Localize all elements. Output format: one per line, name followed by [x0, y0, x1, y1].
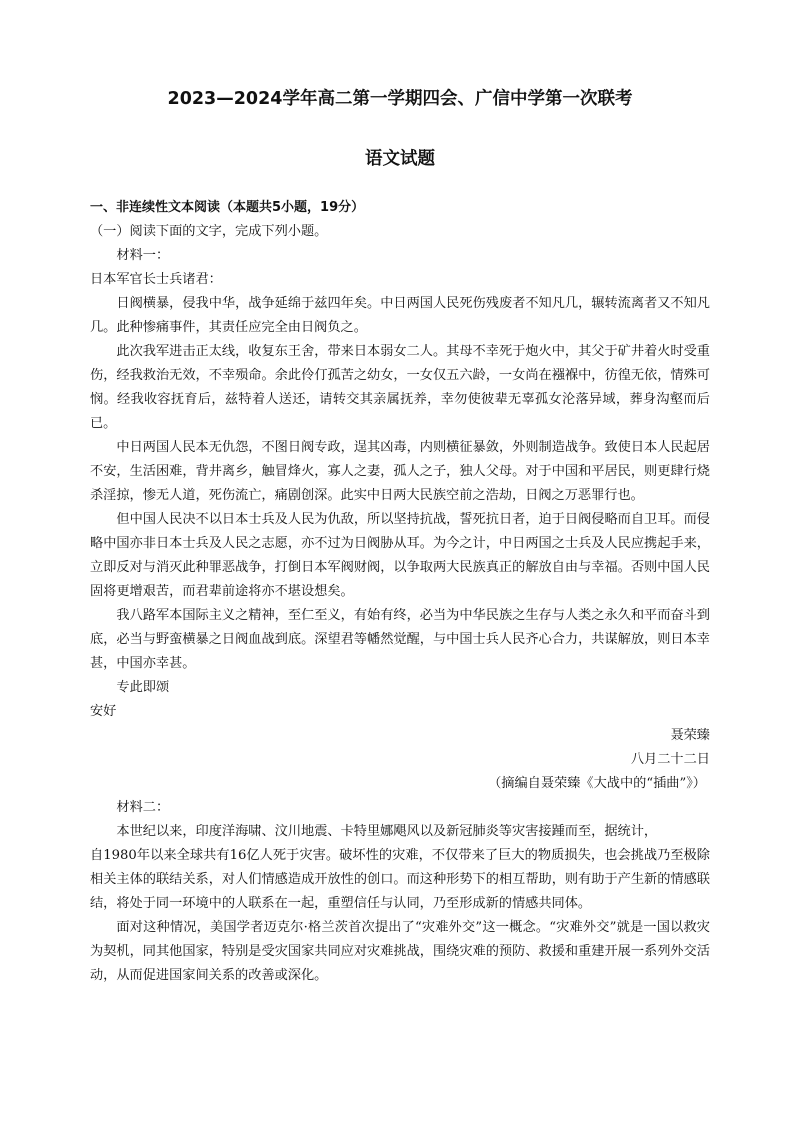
letter-paragraph: 我八路军本国际主义之精神，至仁至义，有始有终，必当为中华民族之生存与人类之永久和平而奋斗到底，必当与野蛮横暴之日阀血战到底。深望君等幡然觉醒，与中国士兵人民齐心合力，共谋解放，则日本幸甚，中国亦幸甚。	[90, 608, 710, 671]
letter-signature: 聂荣臻	[670, 728, 710, 743]
material1-label: 材料一：	[116, 248, 170, 263]
exam-subtitle: 语文试题	[365, 149, 435, 169]
letter-date: 八月二十二日	[630, 752, 710, 767]
material2-paragraph: 本世纪以来，印度洋海啸、汶川地震、卡特里娜飓风以及新冠肺炎等灾害接踵而至，据统计，	[116, 824, 658, 839]
material2-label: 材料二：	[116, 800, 170, 815]
exam-title: 2023—2024学年高二第一学期四会、广信中学第一次联考	[167, 89, 633, 109]
letter-paragraph: 日阀横暴，侵我中华，战争延绵于兹四年矣。中日两国人民死伤残废者不知凡几，辗转流离者又不知凡几。此种惨痛事件，其责任应完全由日阀负之。	[90, 296, 710, 335]
section-heading: 一、非连续性文本阅读（本题共5小题，19分）	[90, 200, 365, 215]
letter-paragraph: 中日两国人民本无仇怨，不图日阀专政，逞其凶毒，内则横征暴敛，外则制造战争。致使日本人民起居不安，生活困难，背井离乡，触冒烽火，寡人之妻，孤人之子，独人父母。对于中国和平居民，则更肆行烧杀淫掠，惨无人道，死伤流亡，痛剧创深。此实中日两大民族空前之浩劫，日阀之万恶罪行也。	[90, 440, 710, 503]
letter-closing-greeting: 安好	[90, 704, 117, 719]
letter-paragraph: 但中国人民决不以日本士兵及人民为仇敌，所以坚持抗战，誓死抗日者，迫于日阀侵略而自卫耳。而侵略中国亦非日本士兵及人民之志愿，亦不过为日阀胁从耳。为今之计，中日两国之士兵及人民应携起手来，立即反对与消灭此种罪恶战争，打倒日本军阀财阀，以争取两大民族真正的解放自由与幸福。否则中国人民固将更增艰苦，而君辈前途将亦不堪设想矣。	[90, 512, 710, 599]
document-page	[90, 84, 710, 988]
material2-paragraph: 自1980年以来全球共有16亿人死于灾害。破坏性的灾难，不仅带来了巨大的物质损失，也会挑战乃至极除相关主体的联结关系，对人们情感造成开放性的创口。而这种形势下的相互帮助，则有助于产生新的情感联结，将处于同一环境中的人联系在一起，重塑信任与认同，乃至形成新的情感共同体。	[90, 848, 710, 911]
material2-paragraph: 面对这种情况，美国学者迈克尔·格兰茨首次提出了“灾难外交”这一概念。“灾难外交”就是一国以救灾为契机，同其他国家，特别是受灾国家共同应对灾难挑战，围绕灾难的预防、救援和重建开展一系列外交活动，从而促进国家间关系的改善或深化。	[90, 920, 710, 983]
letter-paragraph: 此次我军进击正太线，收复东王舍，带来日本弱女二人。其母不幸死于炮火中，其父于矿井着火时受重伤，经我救治无效，不幸殒命。余此伶仃孤苦之幼女，一女仅五六龄，一女尚在襁褓中，彷徨无依，情殊可悯。经我收容抚育后，兹特着人送还，请转交其亲属抚养，幸勿使彼辈无辜孤女沦落异域，葬身沟壑而后已。	[90, 344, 710, 431]
section-intro: （一）阅读下面的文字，完成下列小题。	[90, 224, 328, 239]
letter-closing: 专此即颂	[116, 680, 170, 695]
letter-salutation: 日本军官长士兵诸君：	[90, 272, 222, 287]
material1-source: （摘编自聂荣臻《大战中的“插曲”》）	[488, 776, 706, 791]
